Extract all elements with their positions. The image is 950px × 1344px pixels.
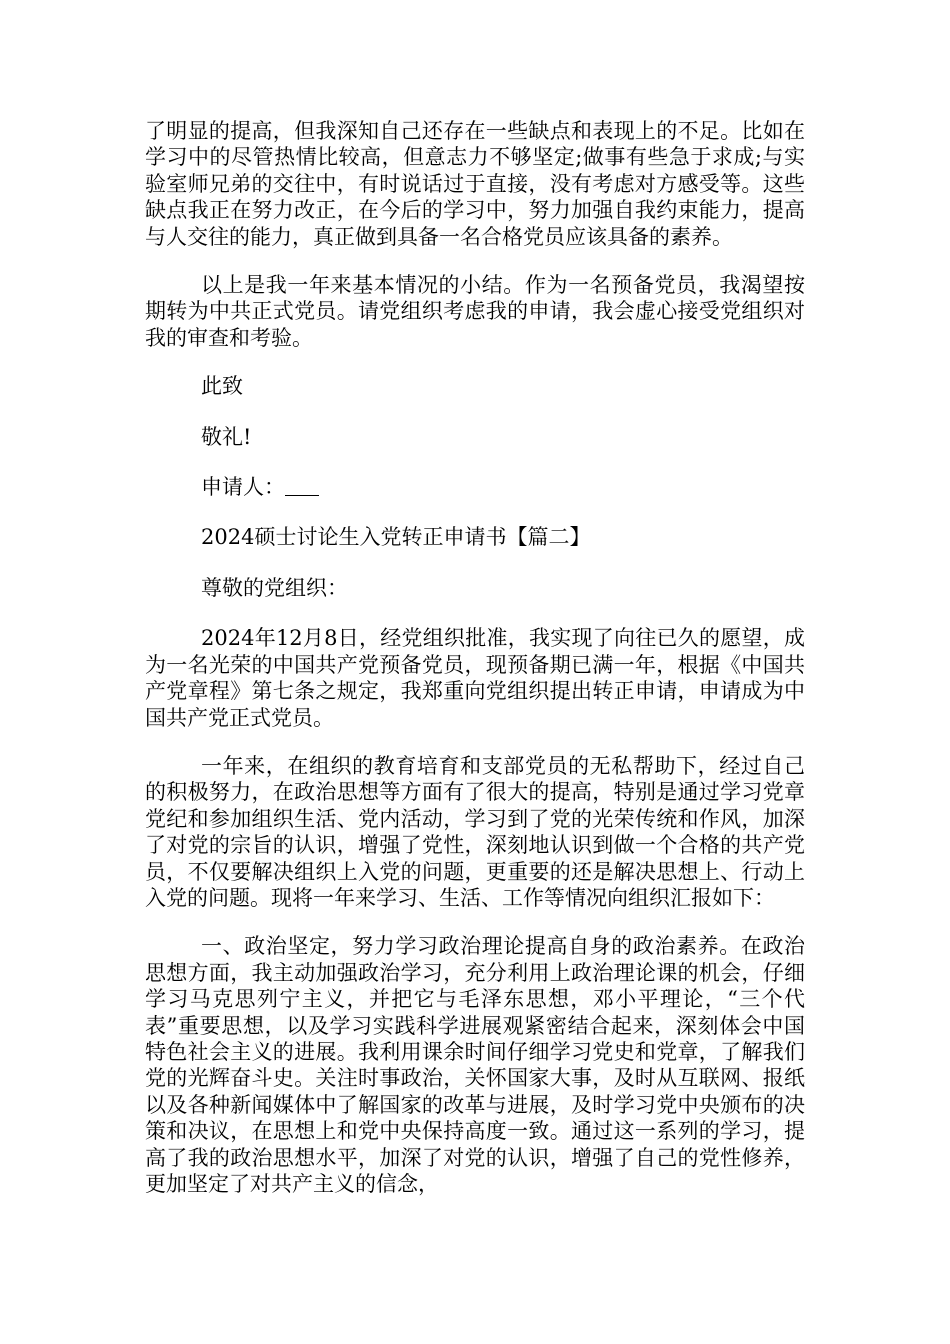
paragraph-summary: 以上是我一年来基本情况的小结。作为一名预备党员，我渴望按期转为中共正式党员。请党组织考虑我的申请，我会虚心接受党组织对我的审查和考验。 [145,273,805,350]
body-paragraph-2: 一年来，在组织的教育培育和支部党员的无私帮助下，经过自己的积极努力，在政治思想等方面有了很大的提高，特别是通过学习党章党纪和参加组织生活、党内活动，学习到了党的光荣传统和作风，加深了对党的宗旨的认识，增强了党性，深刻地认识到做一个合格的共产党员，不仅要解决组织上入党的问题，更重要的还是解决思想上、行动上入党的问题。现将一年来学习、生活、工作等情况向组织汇报如下： [145,753,805,910]
document-page [145,118,805,1219]
section-title: 2024硕士讨论生入党转正申请书【篇二】 [201,525,591,550]
closing-line-2: 敬礼! [201,424,252,449]
closing-line-1: 此致 [201,374,243,399]
body-paragraph-3: 一、政治坚定，努力学习政治理论提高自身的政治素养。在政治思想方面，我主动加强政治学习，充分利用上政治理论课的机会，仔细学习马克思列宁主义，并把它与毛泽东思想，邓小平理论，“三个代表”重要思想，以及学习实践科学进展观紧密结合起来，深刻体会中国特色社会主义的进展。我利用课余时间仔细学习党史和党章，了解我们党的光辉奋斗史。关注时事政治，关怀国家大事，及时从互联网、报纸以及各种新闻媒体中了解国家的改革与进展，及时学习党中央颁布的决策和决议，在思想上和党中央保持高度一致。通过这一系列的学习，提高了我的政治思想水平，加深了对党的认识，增强了自己的党性修养，更加坚定了对共产主义的信念， [145,934,805,1196]
applicant-line [145,474,805,500]
paragraph-continued: 了明显的提高，但我深知自己还存在一些缺点和表现上的不足。比如在学习中的尽管热情比较高，但意志力不够坚定;做事有些急于求成;与实验室师兄弟的交往中，有时说话过于直接，没有考虑对方感受等。这些缺点我正在努力改正，在今后的学习中，努力加强自我约束能力，提高与人交往的能力，真正做到具备一名合格党员应该具备的素养。 [145,119,805,249]
applicant-label: 申请人： [201,475,285,500]
body-paragraph-1: 2024年12月8日，经党组织批准，我实现了向往已久的愿望，成为一名光荣的中国共产党预备党员，现预备期已满一年，根据《中国共产党章程》第七条之规定，我郑重向党组织提出转正申请，申请成为中国共产党正式党员。 [145,626,805,730]
signature-blank [285,477,319,496]
salutation: 尊敬的党组织： [201,575,348,600]
